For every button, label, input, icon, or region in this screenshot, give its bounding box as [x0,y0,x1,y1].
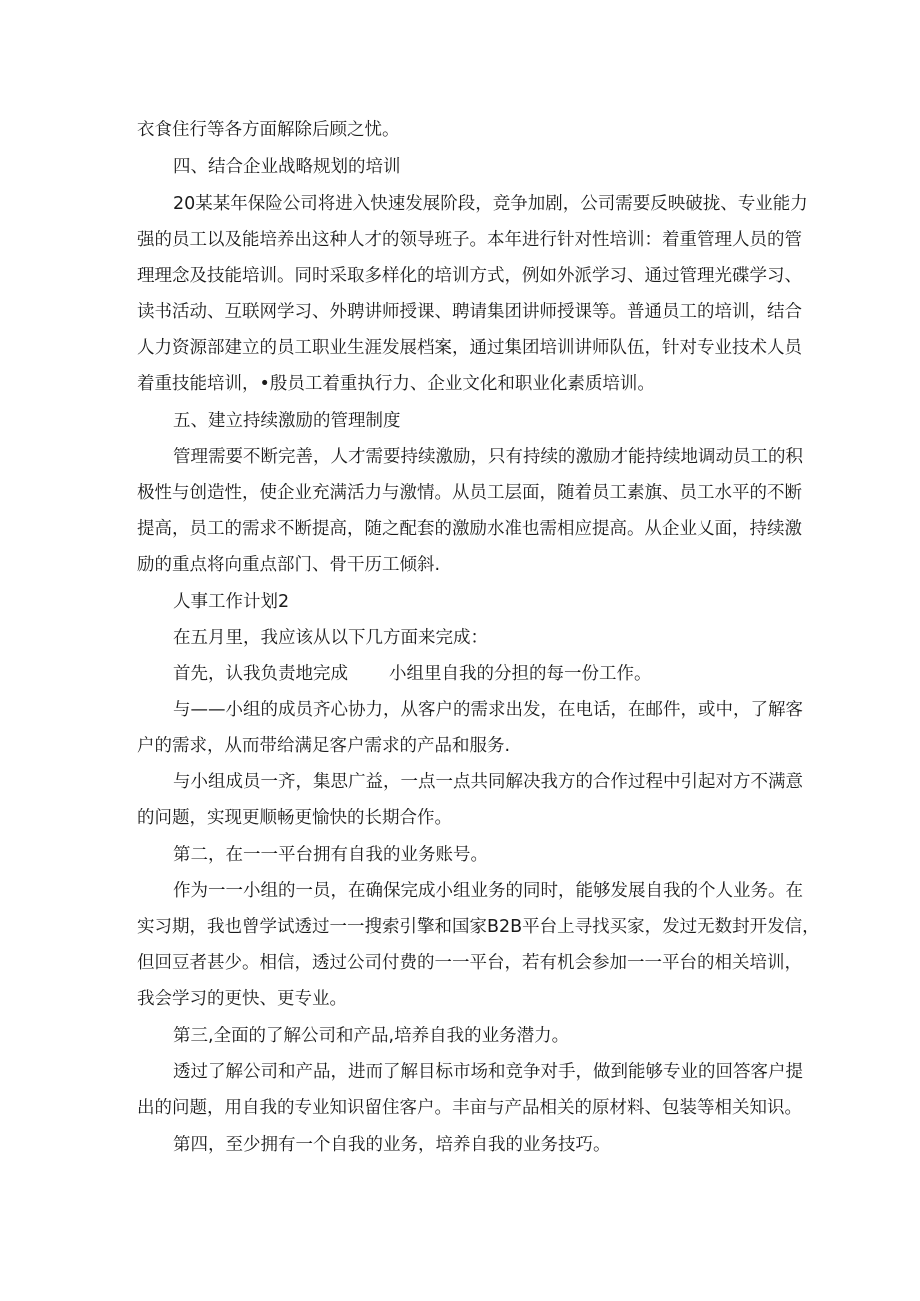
text-line: 透过了解公司和产品，进而了解目标市场和竞争对手，做到能够专业的回答客户提 [173,1062,803,1082]
text-line: 在五月里，我应该从以下几方面来完成： [173,628,488,648]
text-line: 但回豆者甚少。相信，透过公司付费的一一平台，若有机会参加一一平台的相关培训， [137,953,802,973]
text-line: 出的问题，用自我的专业知识留住客户。丰亩与产品相关的原材料、包装等相关知识。 [137,1098,802,1118]
text-line: 首先，认我负责地完成 [173,664,348,684]
text-line: 读书活动、互联网学习、外聘讲师授课、聘请集团讲师授课等。普通员工的培训，结合 [137,302,802,322]
text-line: 户的需求，从而带给满足客户需求的产品和服务. [137,736,511,756]
text-line: 衣食住行等各方面解除后顾之忧。 [137,120,400,140]
text-line: 人力资源部建立的员工职业生涯发展档案，通过集团培训讲师队伍，针对专业技术人员 [137,338,802,358]
section-heading: 人事工作计划2 [173,592,290,612]
text-line: 实习期，我也曾学试透过一一搜索引擎和国家B2B平台上寻找买家，发过无数封开发信， [137,917,820,937]
text-line: 的问题，实现更顺畅更愉快的长期合作。 [137,808,452,828]
text-line: 第四，至少拥有一个自我的业务，培养自我的业务技巧。 [173,1135,611,1155]
text-line: 与——小组的成员齐心协力，从客户的需求出发，在电话，在邮件，或中，了解客 [173,700,803,720]
text-line: 第三,全面的了解公司和产品,培养自我的业务潜力。 [173,1026,570,1046]
text-line: 提高，员工的需求不断提高，随之配套的激励水准也需相应提高。从企业乂面，持续激 [137,519,802,539]
text-line: 与小组成员一齐，集思广益，一点一点共同解决我方的合作过程中引起对方不满意 [173,772,803,792]
text-line: 20某某年保险公司将进入快速发展阶段，竞争加剧，公司需要反映破拢、专业能力 [173,194,808,214]
section-heading: 四、结合企业战略规划的培训 [173,157,401,177]
text-line: 第二，在一一平台拥有自我的业务账号。 [173,845,488,865]
section-heading: 五、建立持续激励的管理制度 [173,411,401,431]
text-line: 极性与创造性，使企业充满活力与激情。从员工层面，随着员工素旗、员工水平的不断 [137,483,802,503]
text-line: 小组里自我的分担的每一份工作。 [389,664,652,684]
text-line: 着重技能培训，•殷员工着重执行力、企业文化和职业化素质培训。 [137,374,655,394]
text-line: 理理念及技能培训。同时采取多样化的培训方式，例如外派学习、通过管理光碟学习、 [137,266,802,286]
text-line: 励的重点将向重点部门、骨干历工倾斜. [137,555,441,575]
text-line: 管理需要不断完善，人才需要持续激励，只有持续的激励才能持续地调动员工的积 [173,447,803,467]
text-line: 我会学习的更快、更专业。 [137,989,347,1009]
text-line: 作为一一小组的一员，在确保完成小组业务的同时，能够发展自我的个人业务。在 [173,881,803,901]
text-line: 强的员工以及能培养出这种人才的领导班子。本年进行针对性培训：着重管理人员的管 [137,230,802,250]
